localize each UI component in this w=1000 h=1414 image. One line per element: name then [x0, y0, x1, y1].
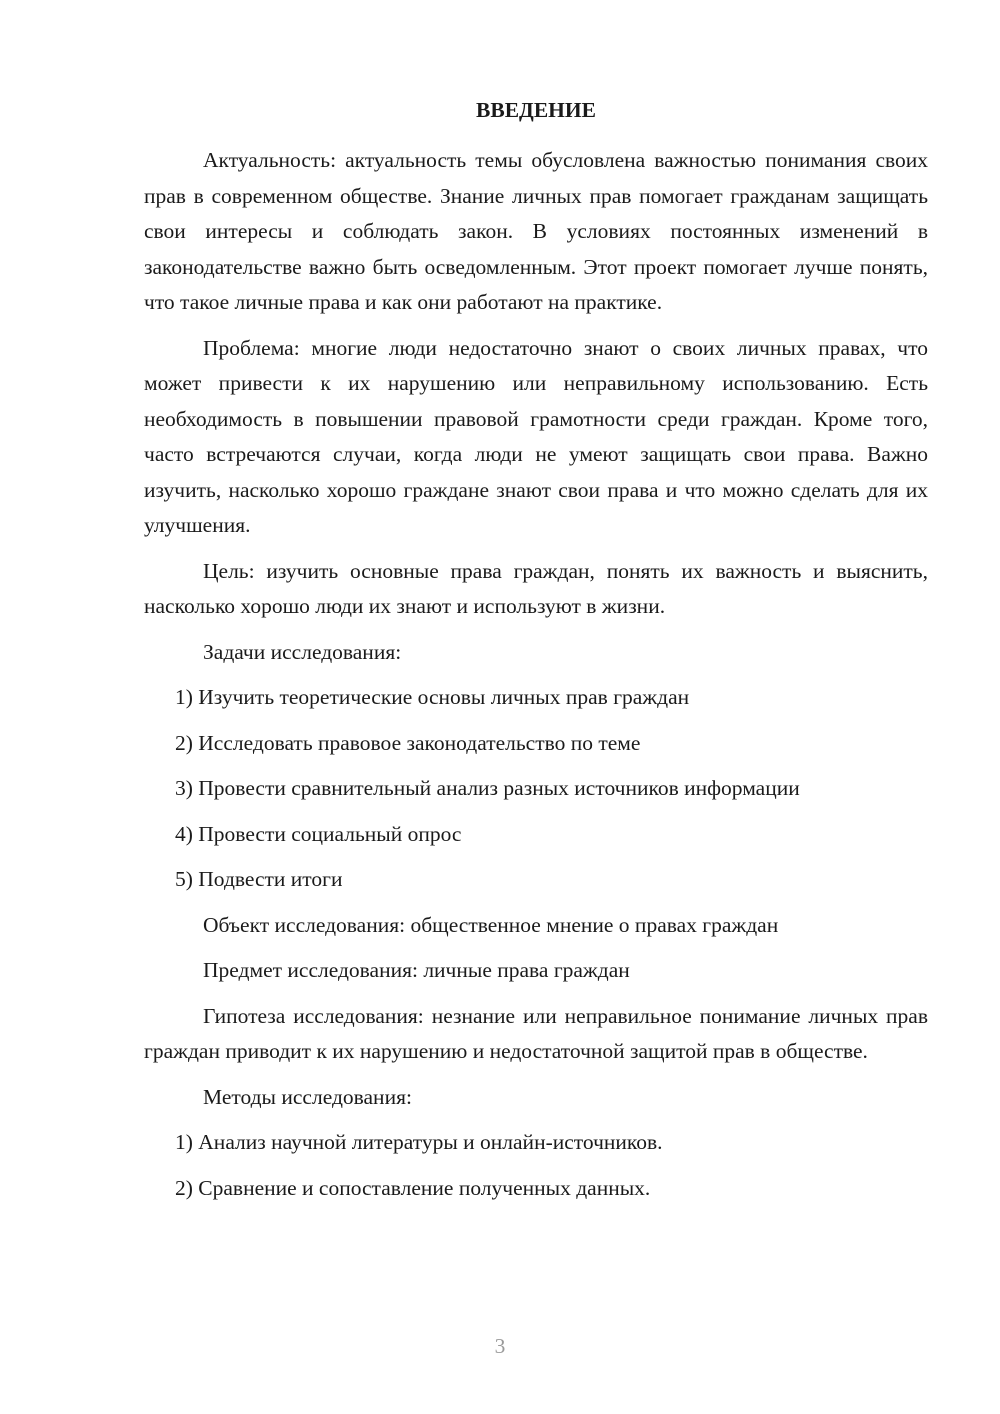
- hypothesis-paragraph: Гипотеза исследования: незнание или неправильное понимание личных прав граждан приводит к их нарушению и недостаточной защитой прав в обществе.: [144, 1003, 928, 1063]
- page-content: [144, 94, 928, 1216]
- tasks-list: [144, 680, 928, 898]
- goal-paragraph: Цель: изучить основные права граждан, понять их важность и выяснить, насколько хорошо люди их знают и используют в жизни.: [144, 558, 928, 618]
- object-line: Объект исследования: общественное мнение о правах граждан: [203, 912, 779, 937]
- task-item: 5) Подвести итоги: [175, 867, 343, 891]
- problem-paragraph: Проблема: многие люди недостаточно знают о своих личных правах, что может привести к их нарушению или неправильному использованию. Есть необходимость в повышении правовой грамотности среди граждан. Кроме того, часто встречаются случаи, когда люди не умеют защищать свои права. Важно изучить, насколько хорошо граждане знают свои права и что можно сделать для их улучшения.: [144, 335, 928, 537]
- subject-line: Предмет исследования: личные права граждан: [203, 958, 630, 982]
- relevance-paragraph: Актуальность: актуальность темы обусловлена важностью понимания своих прав в современном обществе. Знание личных прав помогает гражданам защищать свои интересы и соблюдать закон. В условиях постоянных изменений в законодательстве важно быть осведомленным. Этот проект помогает лучше понять, что такое личные права и как они работают на практике.: [144, 148, 928, 314]
- task-item: 1) Изучить теоретические основы личных прав граждан: [175, 685, 690, 709]
- task-item: 3) Провести сравнительный анализ разных источников информации: [175, 776, 800, 800]
- method-item: 2) Сравнение и сопоставление полученных данных.: [175, 1175, 651, 1200]
- page-number: 3: [494, 1334, 506, 1358]
- method-item: 1) Анализ научной литературы и онлайн-источников.: [175, 1130, 663, 1154]
- section-heading: ВВЕДЕНИЕ: [476, 98, 596, 122]
- methods-list: [144, 1125, 928, 1206]
- tasks-label: Задачи исследования:: [203, 639, 402, 664]
- task-item: 4) Провести социальный опрос: [175, 821, 462, 846]
- task-item: 2) Исследовать правовое законодательство по теме: [175, 730, 641, 755]
- methods-label: Методы исследования:: [203, 1084, 412, 1109]
